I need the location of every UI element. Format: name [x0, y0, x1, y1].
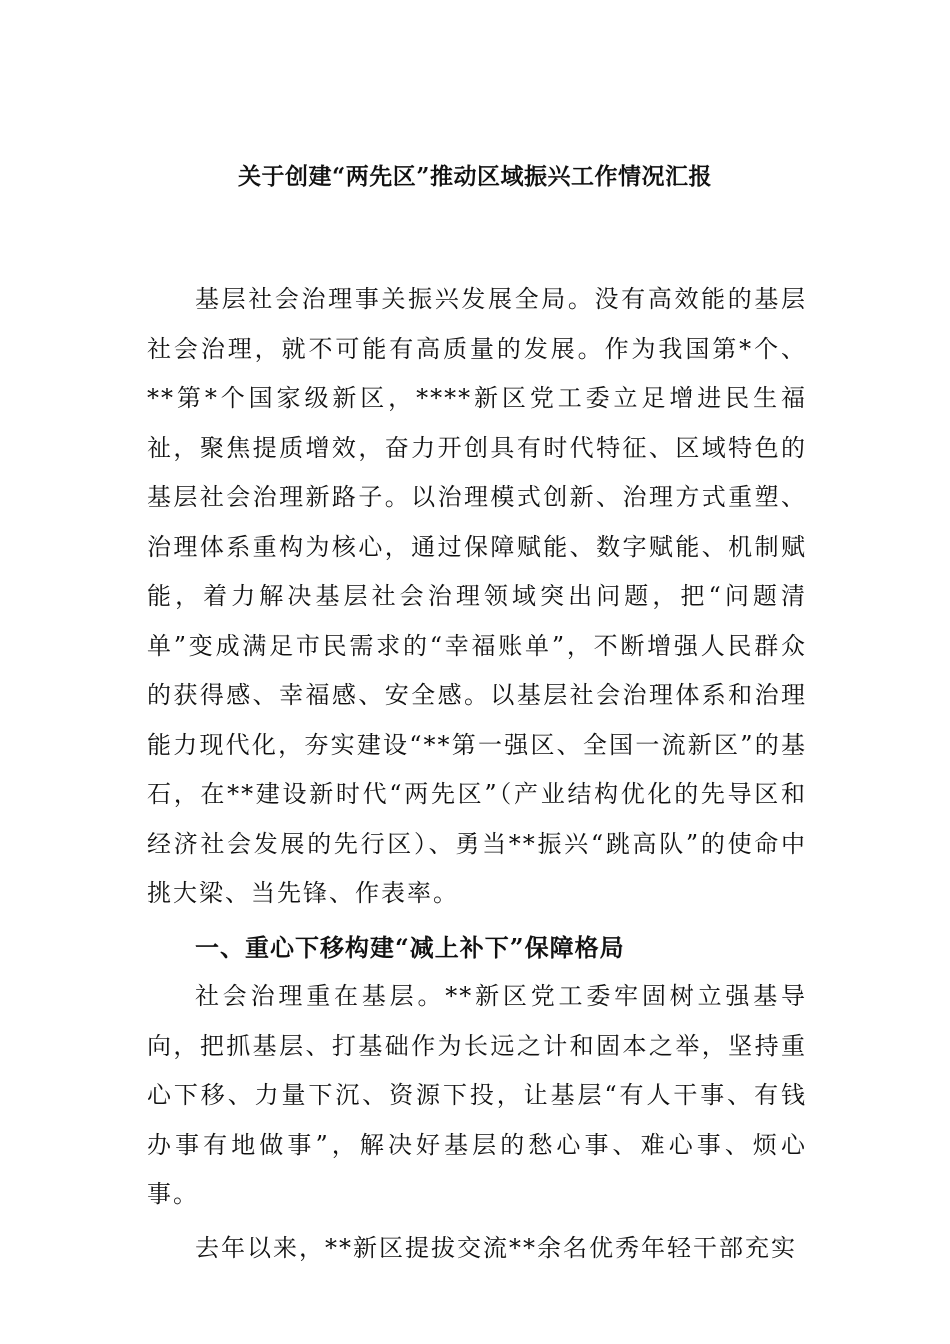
section-paragraph: 社会治理重在基层。**新区党工委牢固树立强基导向，把抓基层、打基础作为长远之计和固本之举，坚持重心下移、力量下沉、资源下投，让基层“有人干事、有钱办事有地做事”，解决好基层的愁心事、难心事、烦心事。 [147, 982, 807, 1208]
document-body [147, 275, 807, 1273]
intro-paragraph: 基层社会治理事关振兴发展全局。没有高效能的基层社会治理，就不可能有高质量的发展。作为我国第*个、**第*个国家级新区，****新区党工委立足增进民生福祉，聚焦提质增效，奋力开创具有时代特征、区域特色的基层社会治理新路子。以治理模式创新、治理方式重塑、治理体系重构为核心，通过保障赋能、数字赋能、机制赋能，着力解决基层社会治理领域突出问题，把“问题清单”变成满足市民需求的“幸福账单”，不断增强人民群众的获得感、幸福感、安全感。以基层社会治理体系和治理能力现代化，夯实建设“**第一强区、全国一流新区”的基石，在**建设新时代“两先区”（产业结构优化的先导区和经济社会发展的先行区）、勇当**振兴“跳高队”的使命中挑大梁、当先锋、作表率。 [147, 285, 807, 907]
section-heading: 一、重心下移构建“减上补下”保障格局 [195, 932, 625, 962]
document-title: 关于创建“两先区”推动区域振兴工作情况汇报 [238, 163, 712, 190]
section-paragraph: 去年以来，**新区提拔交流**余名优秀年轻干部充实 [195, 1233, 797, 1262]
